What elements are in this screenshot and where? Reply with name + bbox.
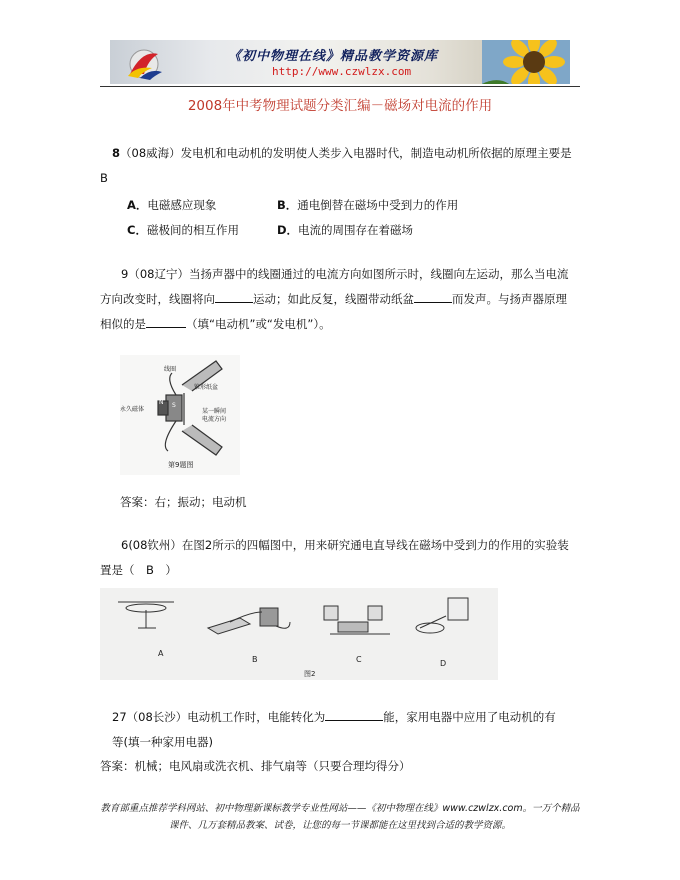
- q9-figure-speaker: [120, 355, 240, 475]
- q27-blank: [325, 710, 383, 721]
- option-text: 通电倒替在磁场中受到力的作用: [297, 198, 459, 212]
- q8-option-d: [277, 222, 413, 238]
- q6-figure-2: [100, 588, 498, 680]
- q6-line-1: 6(08钦州）在图2所示的四幅图中，用来研究通电直导线在磁场中受到力的作用的实验装: [121, 538, 569, 552]
- site-logo-icon: [122, 44, 166, 80]
- q8-answer: B: [100, 171, 108, 185]
- header-rule: [100, 86, 580, 87]
- label-magnet: 永久磁体: [120, 406, 145, 413]
- q27-answer: 答案：机械；电风扇或洗衣机、排气扇等（只要合理均得分）: [100, 759, 411, 773]
- q8-source: （08威海）: [120, 146, 181, 160]
- q9-text-c: 而发声。与扬声器原理: [452, 292, 567, 306]
- option-text: 磁极间的相互作用: [146, 223, 239, 237]
- label-instant: 某一瞬间: [202, 408, 227, 415]
- figure-2-label-b: B: [252, 655, 258, 664]
- option-text: 电磁感应现象: [147, 198, 217, 212]
- q9-line-1: 9（08辽宁）当扬声器中的线圈通过的电流方向如图所示时，线圈向左运动，那么当电流: [121, 267, 569, 281]
- q27-text-a: 27（08长沙）电动机工作时，电能转化为: [112, 710, 326, 724]
- q6-line-2: 置是（ B ）: [100, 563, 177, 577]
- q9-line-3: [100, 316, 331, 332]
- figure-2-label-c: C: [356, 655, 362, 664]
- q9-text-b: 运动；如此反复，线圈带动纸盆: [253, 292, 414, 306]
- q8-number: 8: [112, 146, 121, 160]
- footer-line-2: 课件、几万套精品教案、试卷，让您的每一节课都能在这里找到合适的教学资源。: [168, 820, 511, 831]
- q8-question: [112, 145, 572, 161]
- q9-blank-2: [414, 292, 452, 303]
- option-letter: C．: [127, 223, 147, 237]
- q9-answer: 答案：右；振动；电动机: [120, 495, 247, 509]
- q27-line-1: [112, 709, 556, 725]
- q9-text-e: （填“电动机”或“发电机”）。: [186, 317, 331, 331]
- q9-text-d: 相似的是: [100, 317, 146, 331]
- option-text: 电流的周围存在着磁场: [298, 223, 414, 237]
- q8-option-a: [127, 197, 216, 213]
- banner-title: 《初中物理在线》精品教学资源库: [228, 49, 439, 64]
- page-title: 2008年中考物理试题分类汇编－磁场对电流的作用: [187, 98, 493, 114]
- label-n: N: [159, 399, 164, 406]
- q9-text-a: 方向改变时，线圈将向: [100, 292, 215, 306]
- q9-blank-1: [215, 292, 253, 303]
- option-letter: D．: [277, 223, 299, 237]
- label-coil: 线圈: [164, 366, 177, 373]
- label-s: S: [172, 402, 176, 409]
- page-footer: [0, 800, 680, 834]
- option-letter: B．: [277, 198, 298, 212]
- q27-line-2: 等(填一种家用电器): [112, 735, 213, 749]
- figure-2-label-d: D: [440, 659, 447, 668]
- footer-line-1: 教育部重点推荐学科网站、初中物理新课标教学专业性网站——《初中物理在线》www.czwlzx.com。一万个精品: [100, 803, 580, 814]
- figure-2-label-a: A: [158, 649, 164, 658]
- figure-9-caption: 第9题图: [168, 461, 194, 469]
- q8-option-c: [127, 222, 239, 238]
- label-current-dir: 电流方向: [202, 416, 227, 423]
- figure-2-caption: 图2: [304, 670, 316, 678]
- q9-blank-3: [146, 317, 186, 328]
- q27-text-b: 能，家用电器中应用了电动机的有: [383, 710, 556, 724]
- header-banner: [110, 40, 570, 84]
- q8-text: 发电机和电动机的发明使人类步入电器时代，制造电动机所依据的原理主要是: [180, 146, 572, 160]
- banner-url[interactable]: http://www.czwlzx.com: [272, 65, 412, 78]
- sunflower-icon: [482, 40, 570, 84]
- q9-line-2: [100, 291, 567, 307]
- option-letter: A．: [127, 198, 148, 212]
- label-cone: 锥形纸盆: [194, 384, 219, 391]
- q8-option-b: [277, 197, 458, 213]
